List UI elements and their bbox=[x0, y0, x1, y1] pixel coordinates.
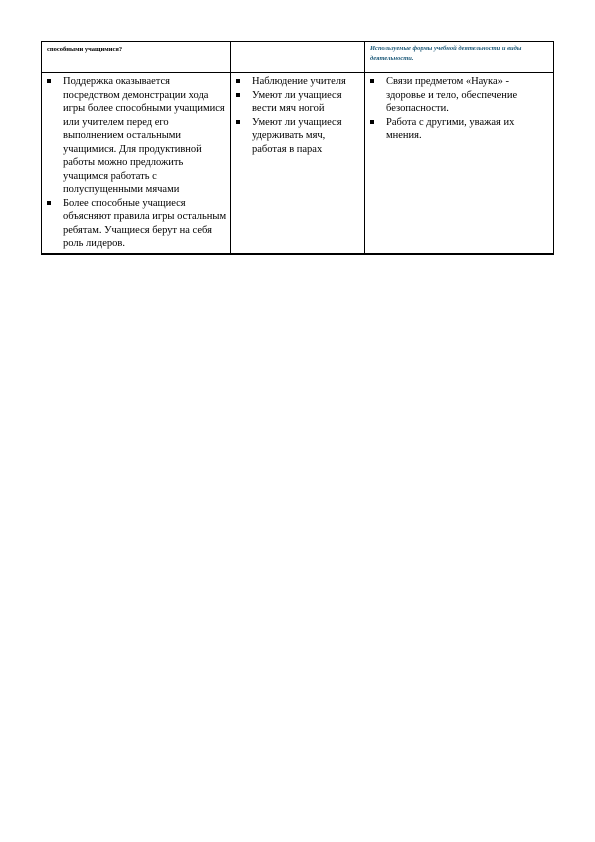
table-body-row bbox=[42, 73, 554, 254]
differentiation-cell bbox=[42, 73, 231, 254]
list-item bbox=[234, 89, 361, 116]
header-assessment-text bbox=[234, 42, 361, 45]
list-item-text: Работа с другими, уважая их мнения. bbox=[386, 116, 515, 141]
list-item bbox=[234, 75, 361, 89]
square-bullet-icon bbox=[236, 79, 240, 83]
square-bullet-icon bbox=[47, 79, 51, 83]
square-bullet-icon bbox=[47, 201, 51, 205]
list-item bbox=[368, 116, 550, 143]
list-item bbox=[234, 116, 361, 157]
table-header-row bbox=[42, 42, 554, 73]
list-item-text: Наблюдение учителя bbox=[252, 76, 346, 87]
list-item bbox=[368, 75, 550, 116]
square-bullet-icon bbox=[370, 79, 374, 83]
links-cell bbox=[365, 73, 554, 254]
list-item-text: Поддержка оказывается посредством демонстрации хода игры более способными учащимися или учителем перед его выполнением остальными учащимися. Для продуктивной работы можно предложить учащимся работать с полуспущенными мячами bbox=[63, 76, 225, 195]
square-bullet-icon bbox=[236, 93, 240, 97]
header-cell-differentiation bbox=[42, 42, 231, 73]
header-links-text: Используемые формы учебной деятельности и виды деятельности. bbox=[370, 45, 522, 62]
links-list bbox=[368, 73, 550, 145]
header-differentiation-text: способными учащимися? bbox=[47, 46, 123, 53]
list-item bbox=[45, 197, 227, 251]
differentiation-list bbox=[45, 73, 227, 253]
assessment-cell bbox=[231, 73, 365, 254]
lesson-plan-table bbox=[41, 41, 554, 255]
list-item-text: Умеют ли учащиеся удерживать мяч, работая в парах bbox=[252, 116, 342, 155]
assessment-list bbox=[234, 73, 361, 158]
header-cell-assessment bbox=[231, 42, 365, 73]
square-bullet-icon bbox=[370, 120, 374, 124]
list-item-text: Умеют ли учащиеся вести мяч ногой bbox=[252, 89, 342, 114]
list-item bbox=[45, 75, 227, 197]
square-bullet-icon bbox=[236, 120, 240, 124]
list-item-text: Более способные учащиеся объясняют правила игры остальным ребятам. Учащиеся берут на себя роль лидеров. bbox=[63, 197, 227, 249]
list-item-text: Связи предметом «Наука» - здоровье и тело, обеспечение безопасности. bbox=[386, 76, 518, 114]
header-cell-links bbox=[365, 42, 554, 73]
